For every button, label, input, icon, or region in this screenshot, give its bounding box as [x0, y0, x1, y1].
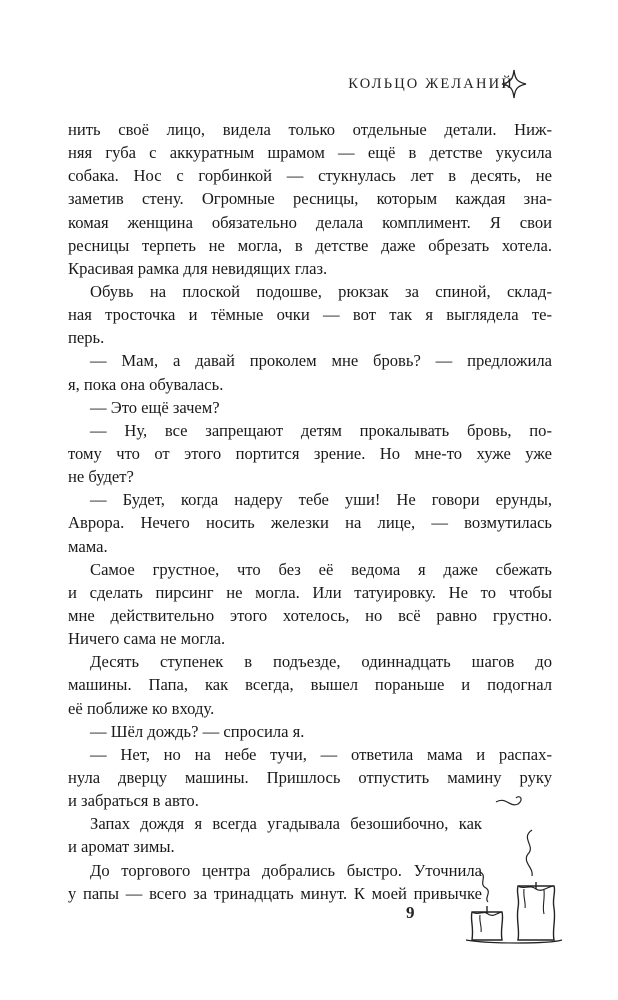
text-line: не будет? [68, 467, 134, 487]
text-line: До торгового центра добрались быстро. Уточнила [90, 860, 482, 880]
text-line: и забраться в авто. [68, 791, 199, 811]
text-line: няя губа с аккуратным шрамом — ещё в детстве укусила [68, 143, 552, 163]
text-line: Аврора. Нечего носить железки на лице, — возмутилась [68, 513, 552, 533]
text-line: нула дверцу машины. Пришлось отпустить мамину руку [68, 767, 552, 787]
text-line: собака. Нос с горбинкой — стукнулась лет в десять, не [68, 166, 552, 186]
text-line: ная тросточка и тёмные очки — вот так я выглядела те- [68, 305, 552, 325]
text-line: — Это ещё зачем? [90, 397, 220, 417]
text-line: перь. [68, 328, 105, 348]
text-line: — Нет, но на небе тучи, — ответила мама и распах- [90, 744, 552, 764]
text-line: Самое грустное, что без её ведома я даже сбежать [90, 559, 552, 579]
four-point-star-icon [501, 69, 527, 99]
text-line: заметив стену. Огромные ресницы, которым каждая зна- [68, 189, 552, 209]
page-number: 9 [406, 903, 415, 922]
running-title: КОЛЬЦО ЖЕЛАНИЙ [348, 76, 514, 92]
text-line: тому что от этого портится зрение. Но мне-то хуже уже [68, 443, 552, 463]
text-line: Красивая рамка для невидящих глаз. [68, 258, 328, 278]
melting-candles-icon [458, 790, 578, 950]
text-line: Обувь на плоской подошве, рюкзак за спиной, склад- [90, 281, 552, 301]
text-line: Десять ступенек в подъезде, одиннадцать шагов до [90, 652, 552, 672]
text-line: машины. Папа, как всегда, вышел пораньше и подогнал [68, 675, 552, 695]
text-line: и аромат зимы. [68, 837, 175, 857]
text-line: — Будет, когда надеру тебе уши! Не говори ерунды, [90, 490, 552, 510]
text-line: её поближе ко входу. [68, 698, 215, 718]
text-line: ресницы терпеть не могла, в детстве даже обрезать хотела. [68, 235, 552, 255]
text-line: мне действительно этого хотелось, но всё равно грустно. [68, 605, 552, 625]
text-line: комая женщина обязательно делала комплимент. Я свои [68, 212, 552, 232]
text-line: — Шёл дождь? — спросила я. [90, 721, 305, 741]
text-line: — Мам, а давай проколем мне бровь? — предложила [90, 351, 552, 371]
text-line: Запах дождя я всегда угадывала безошибочно, как [90, 814, 482, 834]
text-line: нить своё лицо, видела только отдельные детали. Ниж- [68, 120, 552, 139]
text-line: — Ну, все запрещают детям прокалывать бровь, по- [90, 420, 552, 440]
text-line: Ничего сама не могла. [68, 629, 226, 649]
text-line: у папы — всего за тринадцать минут. К моей привычке [68, 883, 482, 903]
text-line: мама. [68, 536, 108, 556]
text-line: и сделать пирсинг не могла. Или татуировку. Не то чтобы [68, 582, 552, 602]
body-text [68, 118, 552, 905]
text-line: я, пока она обувалась. [68, 374, 224, 394]
